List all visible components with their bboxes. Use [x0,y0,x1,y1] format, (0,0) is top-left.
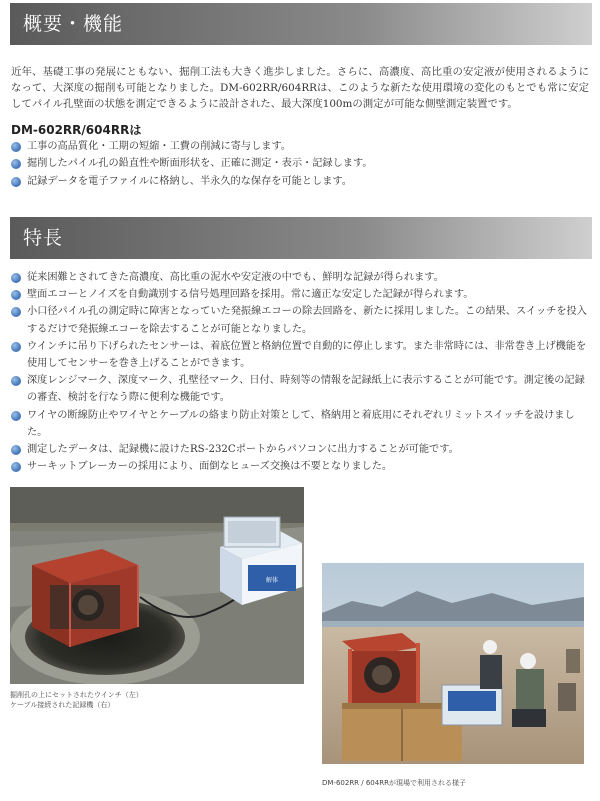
bullet-dot-icon [11,159,21,169]
bullet-dot-icon [11,445,21,455]
feature-list [11,269,589,475]
bullet-dot-icon [11,342,21,352]
list-item: 掘削したパイル孔の鉛直性や断面形状を、正確に測定・表示・記録します。 [11,155,589,172]
list-item: ウインチに吊り下げられたセンサーは、着底位置と格納位置で自動的に停止します。また非常時には、非常巻き上げ機能を使用してセンサーを巻き上げることができます。 [11,338,589,372]
overview-title: 概要・機能 [23,13,124,35]
features-section-header [10,217,592,259]
model-title: DM-602RR/604RRは [11,123,142,137]
list-item: 壁面エコーとノイズを自動識別する信号処理回路を採用。常に適正な安定した記録が得られます。 [11,286,589,303]
photo-winch-illustration [10,487,304,684]
list-item: サーキットブレーカーの採用により、面倒なヒューズ交換は不要となりました。 [11,458,589,475]
list-item: 従来困難とされてきた高濃度、高比重の泥水や安定液の中でも、鮮明な記録が得られます。 [11,269,589,286]
photo-site-illustration [322,563,584,764]
photo-site-usage [322,563,584,764]
bullet-dot-icon [11,307,21,317]
recorder-label: 解体 [265,577,279,584]
bullet-dot-icon [11,273,21,283]
features-title: 特長 [23,227,64,249]
intro-paragraph: 近年、基礎工事の発展にともない、掘削工法も大きく進歩しました。さらに、高濃度、高比重の安定液が使用されるようになって、大深度の掘削も可能となりました。DM-602RR/604RRは、このような新たな使用環境の変化のもとでも常に安定してパイル孔壁面の状態を測定できるように設計された、最大深度100mの測定が可能な側壁測定装置です。 [11,66,589,110]
photo1-caption: 掘削孔の上にセットされたウインチ（左） ケーブル接続された記録機（右） [10,691,143,709]
overview-list [11,138,589,190]
bullet-dot-icon [11,376,21,386]
bullet-dot-icon [11,411,21,421]
list-item: 小口径パイル孔の測定時に障害となっていた発振線エコーの除去回路を、新たに採用しました。この結果、スイッチを投入するだけで発振線エコーを除去することが可能となりました。 [11,303,589,337]
bullet-dot-icon [11,177,21,187]
overview-section-header [10,3,592,45]
photo2-caption: DM-602RR / 604RRが現場で利用される様子 [322,779,466,787]
list-item: 測定したデータは、記録機に設けたRS-232Cポートからパソコンに出力することが可能です。 [11,441,589,458]
bullet-dot-icon [11,462,21,472]
list-item: 工事の高品質化・工期の短縮・工費の削減に寄与します。 [11,138,589,155]
bullet-dot-icon [11,290,21,300]
list-item: ワイヤの断線防止やワイヤとケーブルの絡まり防止対策として、格納用と着底用にそれぞれリミットスイッチを設けました。 [11,407,589,441]
list-item: 記録データを電子ファイルに格納し、半永久的な保存を可能とします。 [11,173,589,190]
list-item: 深度レンジマーク、深度マーク、孔壁径マーク、日付、時刻等の情報を記録紙上に表示することが可能です。測定後の記録の審査、検討を行なう際に便利な機能です。 [11,372,589,406]
bullet-dot-icon [11,142,21,152]
photo-winch-and-recorder [10,487,304,684]
